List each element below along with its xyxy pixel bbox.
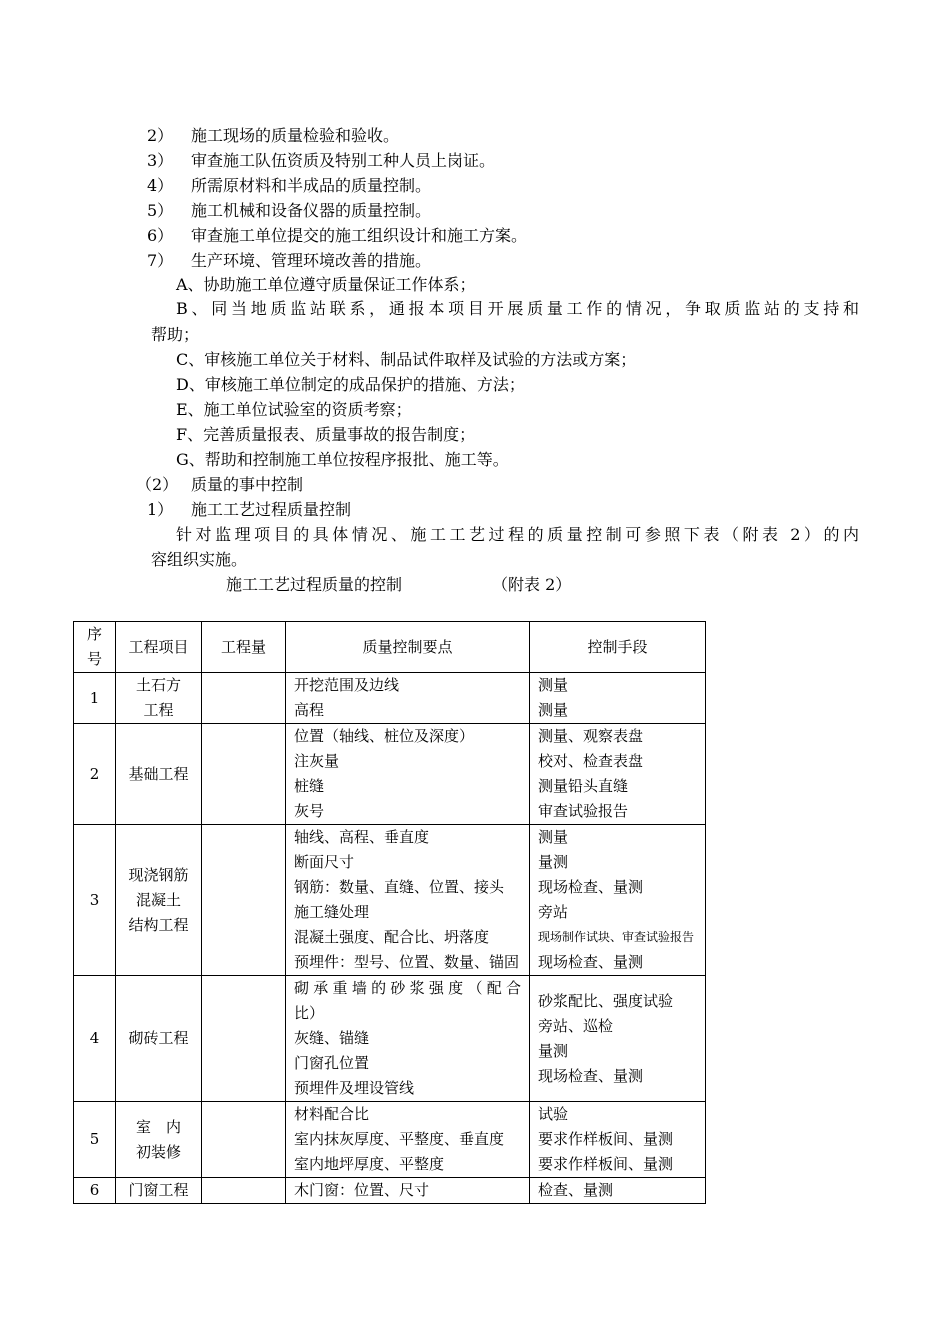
row-points: 位置（轴线、桩位及深度） 注灰量 桩缝 灰号: [286, 724, 530, 825]
list-item: 2） 施工现场的质量检验和验收。: [147, 126, 400, 145]
row-seq: 3: [74, 825, 116, 976]
subsection-heading: 1） 施工工艺过程质量控制: [147, 500, 352, 519]
list-item: 6） 审查施工单位提交的施工组织设计和施工方案。: [147, 226, 528, 245]
row-qty: [202, 1178, 286, 1204]
header-qty: 工程量: [202, 622, 286, 673]
list-item: 4） 所需原材料和半成品的质量控制。: [147, 176, 432, 195]
row-qty: [202, 724, 286, 825]
row-qty: [202, 1102, 286, 1178]
header-item: 工程项目: [116, 622, 202, 673]
table-row: [74, 976, 706, 1102]
table-caption: 施工工艺过程质量的控制: [226, 575, 403, 594]
row-means: 砂浆配比、强度试验 旁站、巡检 量测 现场检查、量测: [530, 976, 706, 1102]
measure-a: A、协助施工单位遵守质量保证工作体系；: [176, 275, 476, 294]
row-item: 现浇钢筋 混凝土 结构工程: [116, 825, 202, 976]
measure-f: F、完善质量报表、质量事故的报告制度；: [176, 425, 476, 444]
table-row: [74, 673, 706, 724]
row-means: 试验 要求作样板间、量测 要求作样板间、量测: [530, 1102, 706, 1178]
table-header-row: [74, 622, 706, 673]
row-seq: 6: [74, 1178, 116, 1204]
table-row: [74, 825, 706, 976]
row-qty: [202, 673, 286, 724]
table-row: [74, 1102, 706, 1178]
row-seq: 2: [74, 724, 116, 825]
list-item: 7） 生产环境、管理环境改善的措施。: [147, 251, 432, 270]
row-qty: [202, 825, 286, 976]
measure-d: D、审核施工单位制定的成品保护的措施、方法；: [176, 375, 525, 394]
measure-c: C、审核施工单位关于材料、制品试件取样及试验的方法或方案；: [176, 350, 637, 369]
row-means: 测量、观察表盘 校对、检查表盘 测量铅头直缝 审查试验报告: [530, 724, 706, 825]
measure-b-line1: B、同当地质监站联系，通报本项目开展质量工作的情况，争取质监站的支持和: [176, 299, 859, 318]
row-means: 测量 测量: [530, 673, 706, 724]
quality-control-table: [73, 621, 706, 1204]
table-row: [74, 1178, 706, 1204]
table-caption-ref: （附表 2）: [492, 575, 572, 594]
row-points: 砌承重墙的砂浆强度（配合 比） 灰缝、锚缝 门窗孔位置 预埋件及埋设管线: [286, 976, 530, 1102]
row-item: 砌砖工程: [116, 976, 202, 1102]
row-means: 检查、量测: [530, 1178, 706, 1204]
row-points: 木门窗：位置、尺寸: [286, 1178, 530, 1204]
row-points: 轴线、高程、垂直度 断面尺寸 钢筋：数量、直缝、位置、接头 施工缝处理 混凝土强度、配合比、坍落度 预埋件：型号、位置、数量、锚固: [286, 825, 530, 976]
paragraph-line1: 针对监理项目的具体情况、施工工艺过程的质量控制可参照下表（附表 2）的内: [176, 525, 859, 544]
row-points: 材料配合比 室内抹灰厚度、平整度、垂直度 室内地坪厚度、平整度: [286, 1102, 530, 1178]
row-seq: 4: [74, 976, 116, 1102]
row-item: 门窗工程: [116, 1178, 202, 1204]
row-qty: [202, 976, 286, 1102]
row-seq: 5: [74, 1102, 116, 1178]
header-means: 控制手段: [530, 622, 706, 673]
list-item: 3） 审查施工队伍资质及特别工种人员上岗证。: [147, 151, 496, 170]
row-item: 土石方 工程: [116, 673, 202, 724]
measure-e: E、施工单位试验室的资质考察；: [176, 400, 412, 419]
table-row: [74, 724, 706, 825]
row-points: 开挖范围及边线 高程: [286, 673, 530, 724]
header-seq: 序 号: [74, 622, 116, 673]
paragraph-line2: 容组织实施。: [151, 550, 248, 569]
row-seq: 1: [74, 673, 116, 724]
header-points: 质量控制要点: [286, 622, 530, 673]
measure-g: G、帮助和控制施工单位按程序报批、施工等。: [176, 450, 509, 469]
list-item: 5） 施工机械和设备仪器的质量控制。: [147, 201, 432, 220]
row-means: 测量 量测 现场检查、量测 旁站 现场制作试块、审查试验报告 现场检查、量测: [530, 825, 706, 976]
measure-b-line2: 帮助；: [151, 325, 200, 344]
row-item: 室 内 初装修: [116, 1102, 202, 1178]
section-heading: （2） 质量的事中控制: [136, 475, 304, 494]
row-item: 基础工程: [116, 724, 202, 825]
